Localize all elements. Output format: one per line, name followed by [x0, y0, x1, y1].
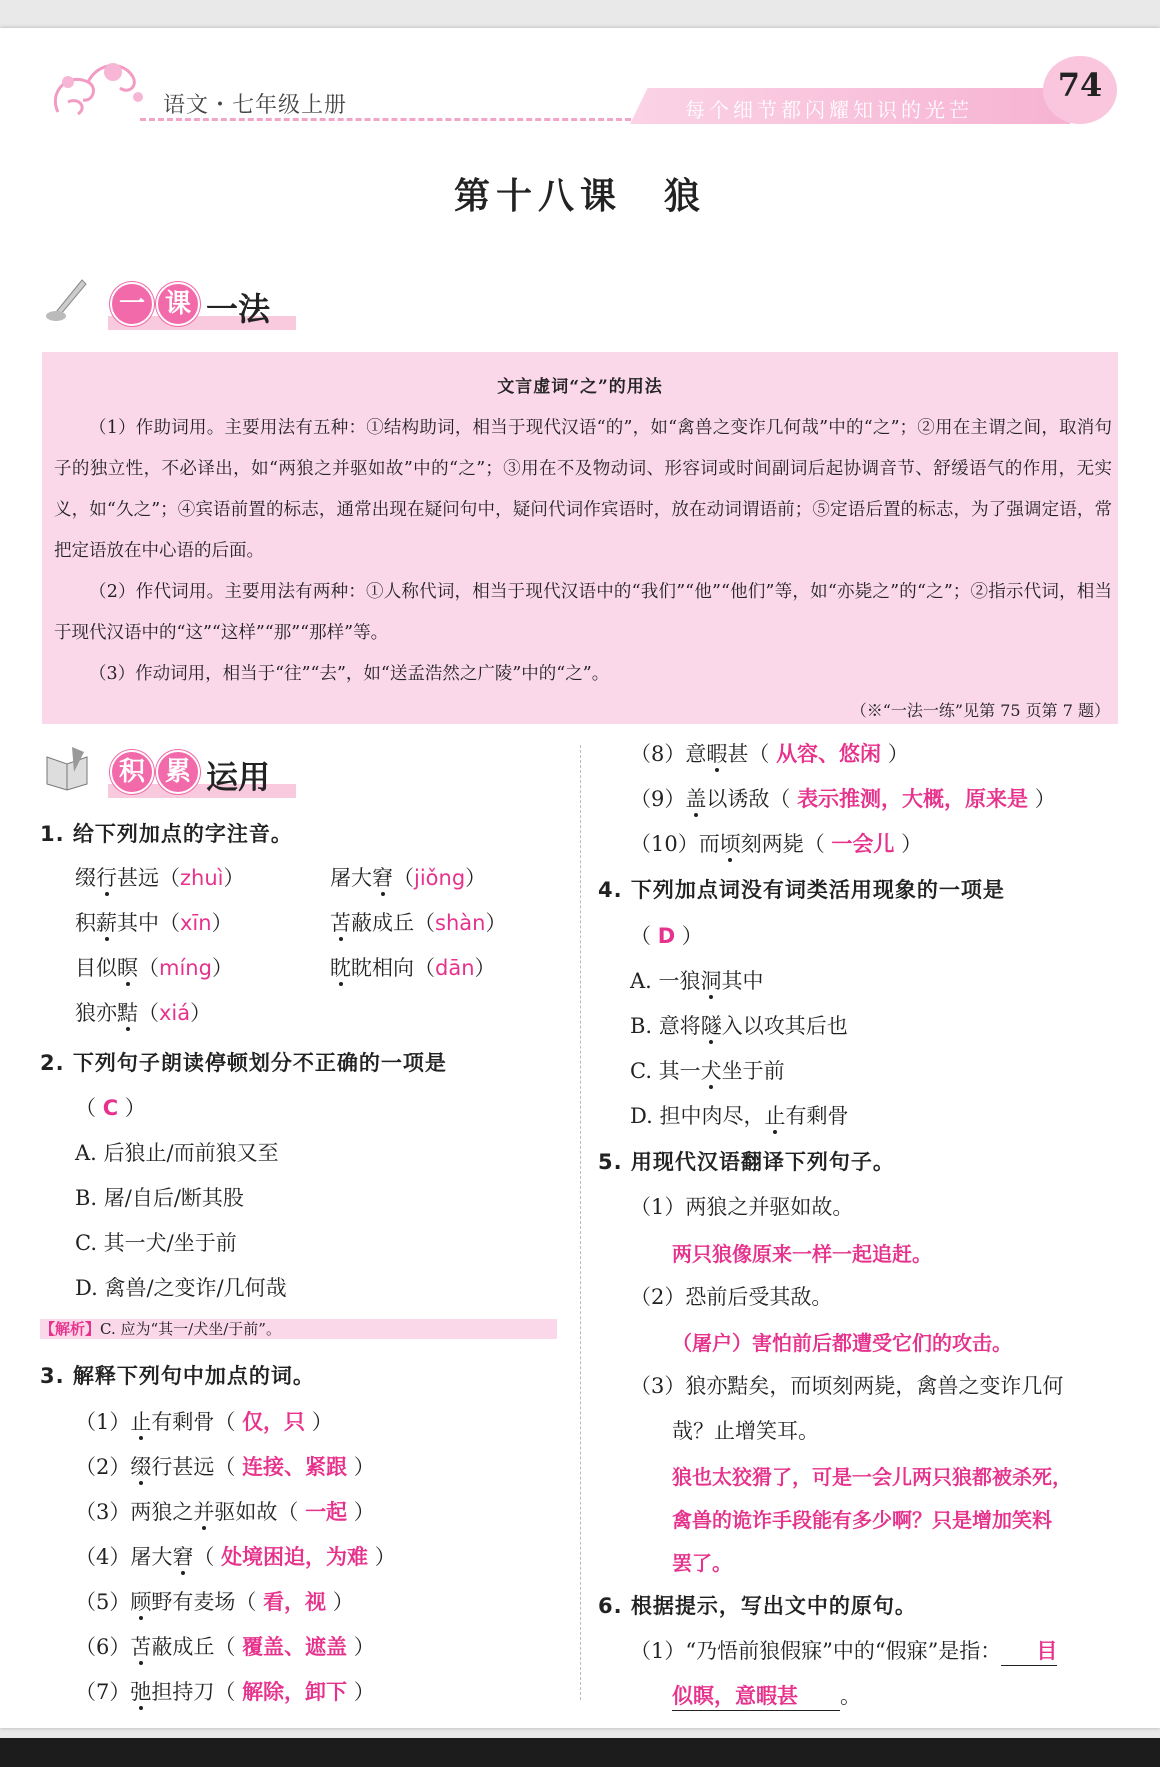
translation: 罢了。 — [672, 1551, 732, 1575]
question-1-stem: 1. 给下列加点的字注音。 — [40, 822, 293, 846]
pinyin-item: 屠大窘（jiǒng） — [330, 866, 487, 890]
explain-item: （10）而顷刻两毙（ 一会儿 ） — [630, 832, 923, 856]
sentence: （2）恐前后受其敌。 — [630, 1285, 833, 1309]
option: B. 意将隧入以攻其后也 — [630, 1014, 848, 1038]
section-title: 一法 — [206, 290, 271, 328]
sentence: （1）“乃悟前狼假寐”中的“假寐”是指： 目 — [630, 1635, 1057, 1666]
pinyin-item: 眈眈相向（dān） — [330, 956, 496, 980]
sentence: （1）两狼之并驱如故。 — [630, 1195, 854, 1219]
method-box — [42, 352, 1118, 724]
explain-item: （9）盖以诱敌（ 表示推测，大概，原来是 ） — [630, 787, 1056, 811]
column-divider — [580, 745, 581, 1700]
section-badge-1: 积 — [110, 750, 154, 794]
option: D. 禽兽/之变诈/几何哉 — [75, 1276, 287, 1300]
option: A. 一狼洞其中 — [630, 969, 764, 993]
section-title: 运用 — [206, 758, 271, 796]
fill-answer: 似瞑，意暇甚 。 — [672, 1680, 861, 1711]
method-paragraph-1: （1）作助词用。主要用法有五种：①结构助词，相当于现代汉语“的”，如“禽兽之变诈几何哉”中的“之”；②用在主谓之间，取消句子的独立性，不必译出，如“两狼之并驱如故”中的“之”；③用在不及物动词、形容词或时间副词后起协调音节、舒缓语气的作用，无实义，如“久之”；④宾语前置的标志，通常出现在疑问句中，疑问代词作宾语时，放在动词谓语前；⑤定语后置的标志，为了强调定语，常把定语放在中心语的后面。 — [54, 418, 1112, 561]
section-badge-1: 一 — [110, 282, 154, 326]
explain-item: （8）意暇甚（ 从容、悠闲 ） — [630, 742, 909, 766]
explain-item: （1）止有剩骨（ 仅，只 ） — [75, 1410, 333, 1434]
translation: 狼也太狡猾了，可是一会儿两只狼都被杀死， — [672, 1465, 1072, 1489]
question-5-stem: 5. 用现代汉语翻译下列句子。 — [598, 1150, 895, 1174]
option: A. 后狼止/而前狼又至 — [75, 1141, 279, 1165]
question-3-stem: 3. 解释下列句中加点的词。 — [40, 1364, 315, 1388]
method-paragraph-2: （2）作代词用。主要用法有两种：①人称代词，相当于现代汉语中的“我们”“他”“他们”等，如“亦毙之”的“之”；②指示代词，相当于现代汉语中的“这”“这样”“那”“那样”等。 — [54, 582, 1112, 643]
explain-item: （5）顾野有麦场（ 看，视 ） — [75, 1590, 354, 1614]
section-badge-2: 累 — [156, 750, 200, 794]
pinyin-item: 目似瞑（míng） — [75, 956, 233, 980]
header-dashed-rule — [140, 118, 640, 121]
quill-pen-icon — [42, 272, 92, 322]
explain-item: （7）弛担持刀（ 解除，卸下 ） — [75, 1680, 375, 1704]
question-4-stem: 4. 下列加点词没有词类活用现象的一项是 — [598, 878, 1005, 902]
method-title: 文言虚词“之”的用法 — [497, 377, 663, 397]
option: C. 其一犬坐于前 — [630, 1059, 785, 1083]
pinyin-item: 积薪其中（xīn） — [75, 911, 233, 935]
pinyin-item: 狼亦黠（xiá） — [75, 1001, 212, 1025]
option: C. 其一犬/坐于前 — [75, 1231, 237, 1255]
page-number: 74 — [1057, 66, 1103, 104]
method-reference: （※“一法一练”见第 75 页第 7 题） — [850, 701, 1110, 720]
pinyin-item: 苫蔽成丘（shàn） — [330, 911, 507, 935]
bottom-bar — [0, 1738, 1160, 1767]
question-4-answer: （ D ） — [630, 924, 703, 948]
sentence: 哉？止增笑耳。 — [672, 1419, 819, 1443]
header-motto: 每个细节都闪耀知识的光芒 — [685, 98, 973, 122]
method-paragraph-3: （3）作动词用，相当于“往”“去”，如“送孟浩然之广陵”中的“之”。 — [89, 664, 610, 684]
translation: （屠户）害怕前后都遭受它们的攻击。 — [672, 1331, 1012, 1355]
book-subject: 语文・七年级上册 — [163, 93, 348, 118]
explain-item: （4）屠大窘（ 处境困迫，为难 ） — [75, 1545, 396, 1569]
lesson-title: 第十八课 狼 — [453, 175, 706, 217]
section-badge-2: 课 — [156, 282, 200, 326]
explain-item: （2）缀行甚远（ 连接、紧跟 ） — [75, 1455, 375, 1479]
question-2-stem: 2. 下列句子朗读停顿划分不正确的一项是 — [40, 1051, 447, 1075]
sentence: （3）狼亦黠矣，而顷刻两毙，禽兽之变诈几何 — [630, 1374, 1064, 1398]
question-6-stem: 6. 根据提示，写出文中的原句。 — [598, 1594, 917, 1618]
pinyin-item: 缀行甚远（zhuì） — [75, 866, 245, 890]
book-pen-icon — [42, 742, 92, 792]
explain-item: （6）苫蔽成丘（ 覆盖、遮盖 ） — [75, 1635, 375, 1659]
option: D. 担中肉尽，止有剩骨 — [630, 1104, 849, 1128]
option: B. 屠/自后/断其股 — [75, 1186, 244, 1210]
flower-ornament-icon — [38, 52, 158, 122]
translation: 两只狼像原来一样一起追赶。 — [672, 1242, 932, 1266]
question-2-answer: （ C ） — [75, 1096, 146, 1120]
explain-item: （3）两狼之并驱如故（ 一起 ） — [75, 1500, 375, 1524]
analysis-note: 【解析】C. 应为“其一/犬坐/于前”。 — [40, 1319, 557, 1339]
translation: 禽兽的诡诈手段能有多少啊？只是增加笑料 — [672, 1508, 1052, 1532]
